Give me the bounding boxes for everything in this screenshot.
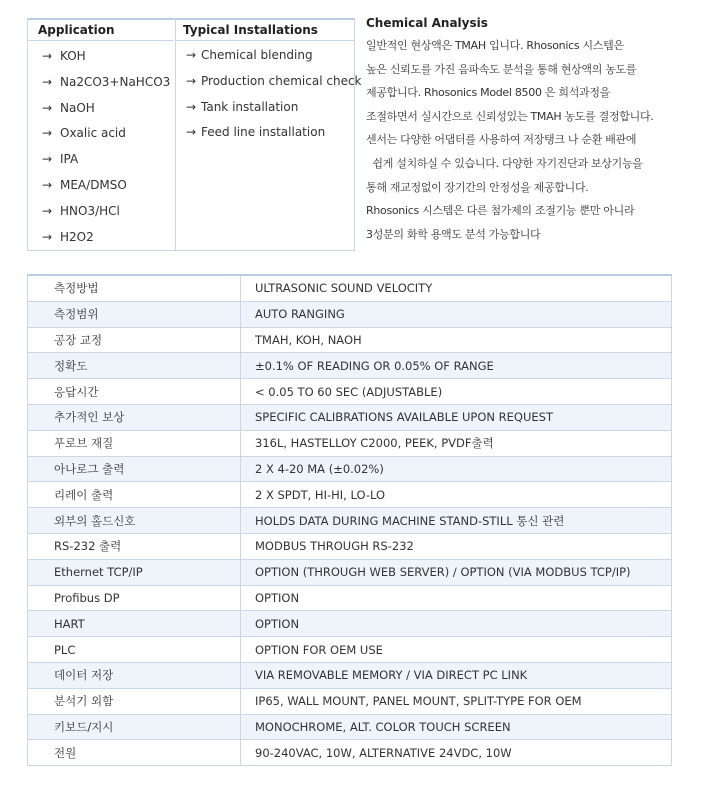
spec-label: 분석기 외함 <box>28 688 241 714</box>
spec-label: HART <box>28 611 241 637</box>
list-item <box>28 121 174 147</box>
spec-value: VIA REMOVABLE MEMORY / VIA DIRECT PC LINK <box>241 662 672 688</box>
arrow-right-icon: → <box>186 99 197 114</box>
spec-value: < 0.05 TO 60 SEC (ADJUSTABLE) <box>241 379 672 405</box>
table-row <box>28 508 672 534</box>
spec-label: 정확도 <box>28 353 241 379</box>
spec-value: OPTION <box>241 611 672 637</box>
application-list <box>28 41 174 250</box>
list-item-label: Oxalic acid <box>60 126 126 141</box>
spec-value: HOLDS DATA DURING MACHINE STAND-STILL 통신 관련 <box>241 508 672 534</box>
paragraph-line: 일반적인 현상액은 TMAH 입니다. Rhosonics 시스템은 <box>366 39 624 52</box>
arrow-right-icon: → <box>186 125 197 140</box>
chemical-analysis-text <box>366 34 696 246</box>
spec-label: 추가적인 보상 <box>28 404 241 430</box>
spec-value: OPTION <box>241 585 672 611</box>
paragraph-line: 높은 신뢰도를 가진 음파속도 분석을 통해 현상액의 농도를 <box>366 62 637 76</box>
list-item <box>176 69 362 95</box>
arrow-right-icon: → <box>42 152 53 167</box>
list-item <box>28 199 174 225</box>
table-row <box>28 611 672 637</box>
spec-label: RS-232 출력 <box>28 533 241 559</box>
spec-label: 리레이 출력 <box>28 482 241 508</box>
spec-value: ±0.1% OF READING OR 0.05% OF RANGE <box>241 353 672 379</box>
arrow-right-icon: → <box>42 203 53 218</box>
list-item <box>28 70 174 96</box>
table-row <box>28 430 672 456</box>
chemical-analysis-section <box>366 14 696 246</box>
spec-label: 데이터 저장 <box>28 662 241 688</box>
list-item <box>176 43 354 69</box>
paragraph-line: 3성분의 화학 용액도 분석 가능합니다 <box>366 227 541 241</box>
table-row <box>28 404 672 430</box>
table-row <box>28 585 672 611</box>
list-item-label: KOH <box>60 49 86 63</box>
spec-value: ULTRASONIC SOUND VELOCITY <box>241 275 672 301</box>
paragraph-line: 센서는 다양한 어댑터를 사용하여 저장탱크 나 순환 배관에 <box>366 133 637 147</box>
table-row <box>28 327 672 353</box>
list-item-label: IPA <box>60 152 79 167</box>
spec-label: 측정방법 <box>28 275 241 301</box>
spec-label: 외부의 홀드신호 <box>28 508 241 534</box>
list-item-label: Production chemical check <box>201 73 362 88</box>
arrow-right-icon: → <box>42 49 53 63</box>
spec-value: IP65, WALL MOUNT, PANEL MOUNT, SPLIT-TYPE FOR OEM <box>241 688 672 714</box>
spec-label: Profibus DP <box>28 585 241 611</box>
table-row <box>28 662 672 688</box>
arrow-right-icon: → <box>186 48 197 62</box>
spec-value: 316L, HASTELLOY C2000, PEEK, PVDF출력 <box>241 430 672 456</box>
chemical-analysis-title: Chemical Analysis <box>366 16 488 30</box>
installations-heading: Typical Installations <box>176 18 354 41</box>
spec-label: 아나로그 출력 <box>28 456 241 482</box>
spec-value: SPECIFIC CALIBRATIONS AVAILABLE UPON REQUEST <box>241 404 672 430</box>
list-item <box>28 173 174 199</box>
table-row <box>28 688 672 714</box>
paragraph-line: 통해 재교정없이 장기간의 안정성을 제공합니다. <box>366 180 589 194</box>
arrow-right-icon: → <box>42 100 53 115</box>
arrow-right-icon: → <box>42 74 53 89</box>
spec-value: TMAH, KOH, NAOH <box>241 327 672 353</box>
table-row <box>28 559 672 585</box>
spec-value: MONOCHROME, ALT. COLOR TOUCH SCREEN <box>241 714 672 740</box>
list-item <box>28 225 174 251</box>
paragraph-line: Rhosonics 시스템은 다른 첨가제의 조절기능 뿐만 아니라 <box>366 204 635 218</box>
list-item <box>28 96 174 122</box>
arrow-right-icon: → <box>42 229 53 244</box>
spec-value: 2 X 4-20 MA (±0.02%) <box>241 456 672 482</box>
table-row <box>28 353 672 379</box>
paragraph-line: 쉽게 설치하실 수 있습니다. 다양한 자기진단과 보상기능을 <box>366 156 643 170</box>
paragraph-line: 조절하면서 실시간으로 신뢰성있는 TMAH 농도를 결정합니다. <box>366 109 654 123</box>
installations-column <box>175 18 362 250</box>
spec-value: AUTO RANGING <box>241 301 672 327</box>
arrow-right-icon: → <box>186 73 197 88</box>
arrow-right-icon: → <box>42 126 53 141</box>
spec-label: 전원 <box>28 740 241 766</box>
spec-label: PLC <box>28 637 241 663</box>
spec-value: MODBUS THROUGH RS-232 <box>241 533 672 559</box>
installations-list <box>176 41 362 146</box>
list-item-label: H2O2 <box>60 229 94 244</box>
spec-value: OPTION (THROUGH WEB SERVER) / OPTION (VIA MODBUS TCP/IP) <box>241 559 672 585</box>
table-row <box>28 740 672 766</box>
list-item-label: Chemical blending <box>201 48 313 62</box>
spec-label: 공장 교정 <box>28 327 241 353</box>
list-item <box>176 95 354 121</box>
spec-value: OPTION FOR OEM USE <box>241 637 672 663</box>
table-row <box>28 637 672 663</box>
spec-label: 푸로브 재질 <box>28 430 241 456</box>
spec-label: Ethernet TCP/IP <box>28 559 241 585</box>
application-heading: Application <box>28 18 174 41</box>
list-item-label: Tank installation <box>201 99 299 114</box>
table-row <box>28 482 672 508</box>
spec-value: 2 X SPDT, HI-HI, LO-LO <box>241 482 672 508</box>
table-row <box>28 379 672 405</box>
spec-label: 응답시간 <box>28 379 241 405</box>
table-row <box>28 301 672 327</box>
list-item-label: Feed line installation <box>201 125 326 140</box>
list-item-label: Na2CO3+NaHCO3 <box>60 74 171 89</box>
list-item <box>176 120 354 146</box>
spec-value: 90-240VAC, 10W, ALTERNATIVE 24VDC, 10W <box>241 740 672 766</box>
table-row <box>28 714 672 740</box>
list-item-label: HNO3/HCl <box>60 203 120 218</box>
specification-table <box>27 274 672 766</box>
list-item <box>28 147 174 173</box>
list-item <box>28 44 174 70</box>
spec-label: 측정범위 <box>28 301 241 327</box>
arrow-right-icon: → <box>42 177 53 192</box>
list-item-label: MEA/DMSO <box>60 177 127 192</box>
table-row <box>28 275 672 301</box>
paragraph-line: 제공합니다. Rhosonics Model 8500 은 희석과정을 <box>366 86 610 100</box>
spec-label: 키보드/지시 <box>28 714 241 740</box>
table-row <box>28 533 672 559</box>
list-item-label: NaOH <box>60 100 95 115</box>
application-column <box>28 18 174 250</box>
application-table <box>27 18 362 251</box>
table-row <box>28 456 672 482</box>
